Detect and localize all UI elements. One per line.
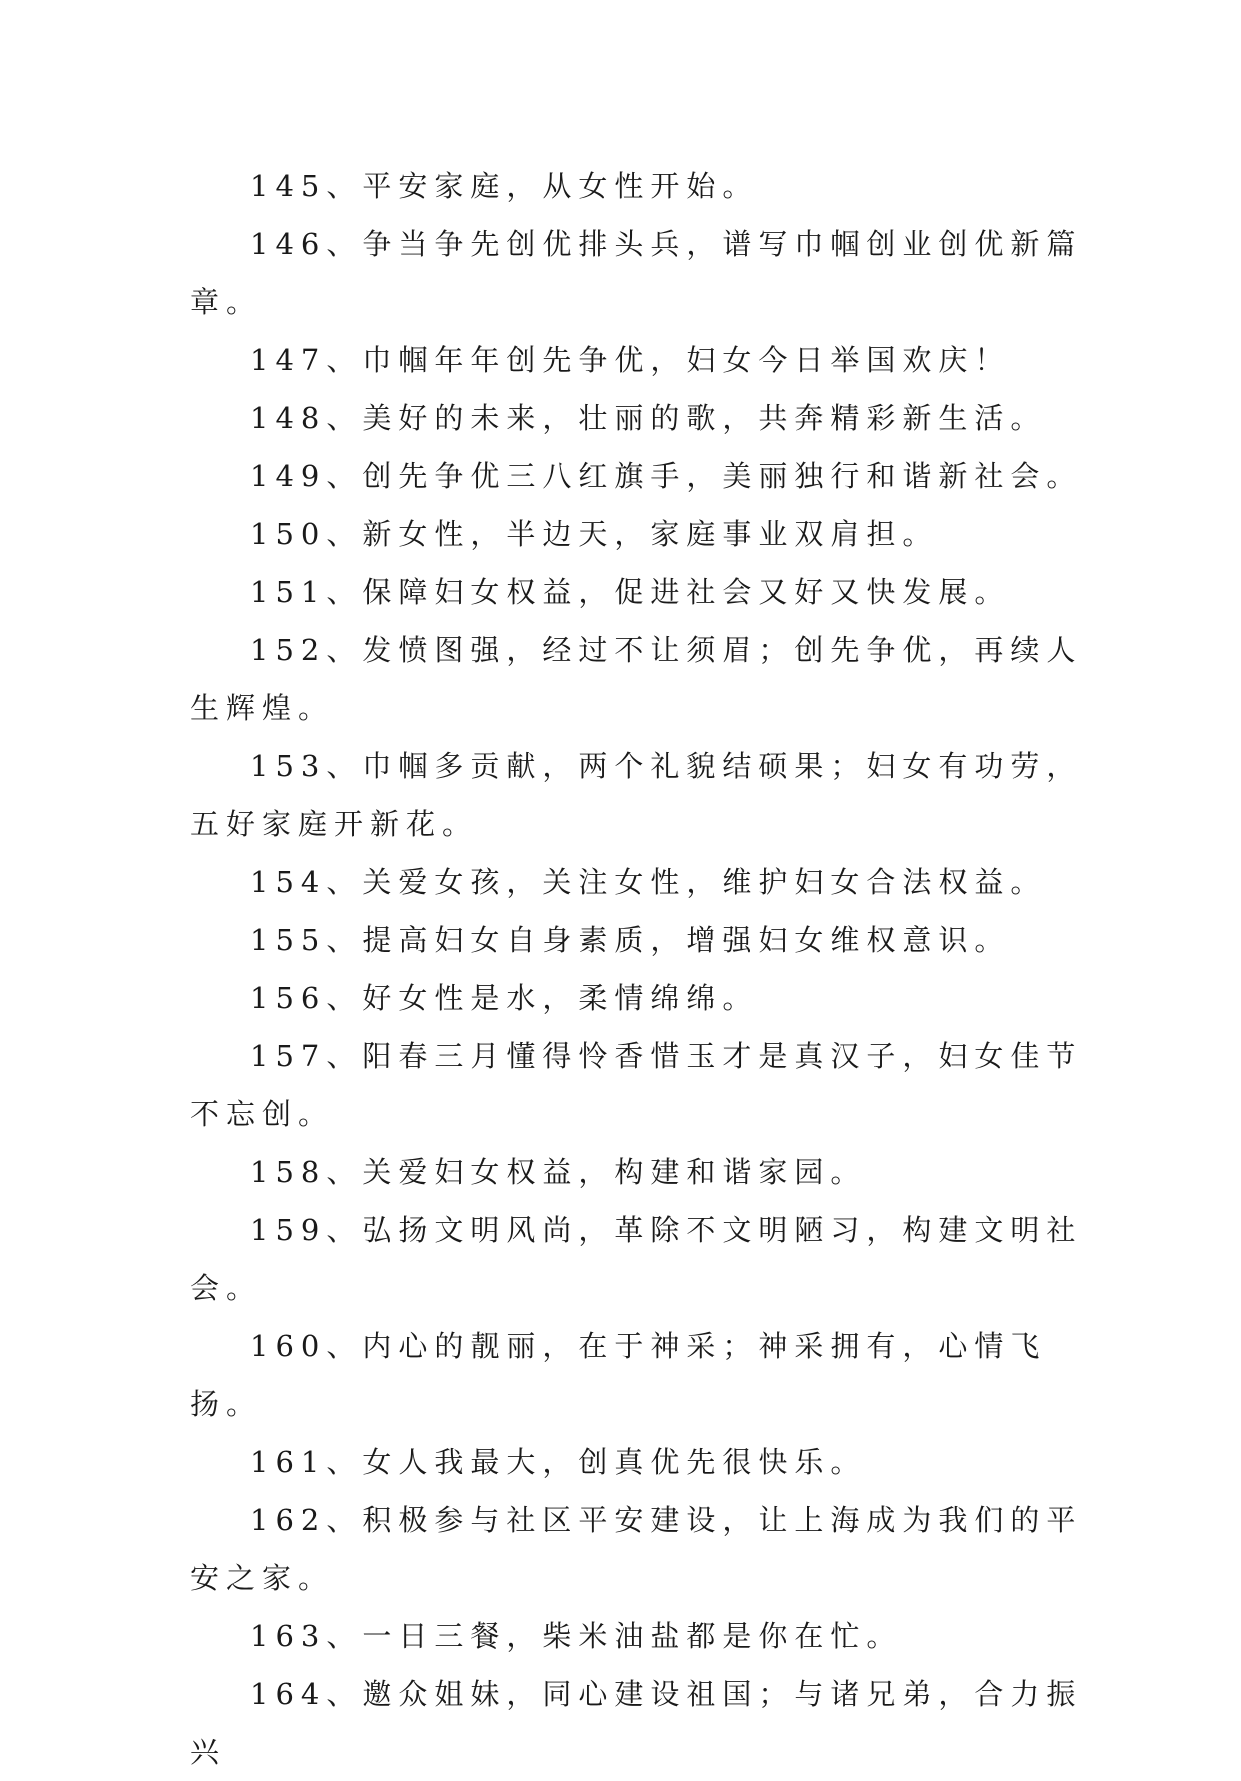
slogan-paragraph-163: 163、一日三餐，柴米油盐都是你在忙。 xyxy=(250,1619,903,1653)
slogan-paragraph-155: 155、提高妇女自身素质，增强妇女维权意识。 xyxy=(250,923,1011,957)
slogan-paragraph-162: 162、积极参与社区平安建设，让上海成为我们的平安之家。 xyxy=(190,1503,1083,1595)
slogan-paragraph-159: 159、弘扬文明风尚，革除不文明陋习，构建文明社会。 xyxy=(190,1213,1083,1305)
slogan-paragraph-164: 164、邀众姐妹，同心建设祖国；与诸兄弟，合力振兴 xyxy=(190,1677,1083,1769)
slogan-paragraph-149: 149、创先争优三八红旗手，美丽独行和谐新社会。 xyxy=(250,459,1083,493)
slogan-paragraph-147: 147、巾帼年年创先争优，妇女今日举国欢庆！ xyxy=(250,343,1011,377)
slogan-paragraph-152: 152、发愤图强，经过不让须眉；创先争优，再续人生辉煌。 xyxy=(190,633,1083,725)
slogan-paragraph-154: 154、关爱女孩，关注女性，维护妇女合法权益。 xyxy=(250,865,1047,899)
slogan-paragraph-145: 145、平安家庭，从女性开始。 xyxy=(250,169,759,203)
slogan-paragraph-160: 160、内心的靓丽，在于神采；神采拥有，心情飞扬。 xyxy=(190,1329,1047,1421)
slogan-paragraph-161: 161、女人我最大，创真优先很快乐。 xyxy=(250,1445,867,1479)
slogan-paragraph-158: 158、关爱妇女权益，构建和谐家园。 xyxy=(250,1155,867,1189)
slogan-paragraph-150: 150、新女性，半边天，家庭事业双肩担。 xyxy=(250,517,939,551)
slogan-paragraph-153: 153、巾帼多贡献，两个礼貌结硕果；妇女有功劳，五好家庭开新花。 xyxy=(190,749,1083,841)
slogan-paragraph-157: 157、阳春三月懂得怜香惜玉才是真汉子，妇女佳节不忘创。 xyxy=(190,1039,1083,1131)
document-body xyxy=(190,157,1090,1781)
slogan-paragraph-156: 156、好女性是水，柔情绵绵。 xyxy=(250,981,759,1015)
slogan-paragraph-148: 148、美好的未来，壮丽的歌，共奔精彩新生活。 xyxy=(250,401,1047,435)
slogan-paragraph-146: 146、争当争先创优排头兵，谱写巾帼创业创优新篇章。 xyxy=(190,227,1083,319)
slogan-paragraph-151: 151、保障妇女权益，促进社会又好又快发展。 xyxy=(250,575,1011,609)
